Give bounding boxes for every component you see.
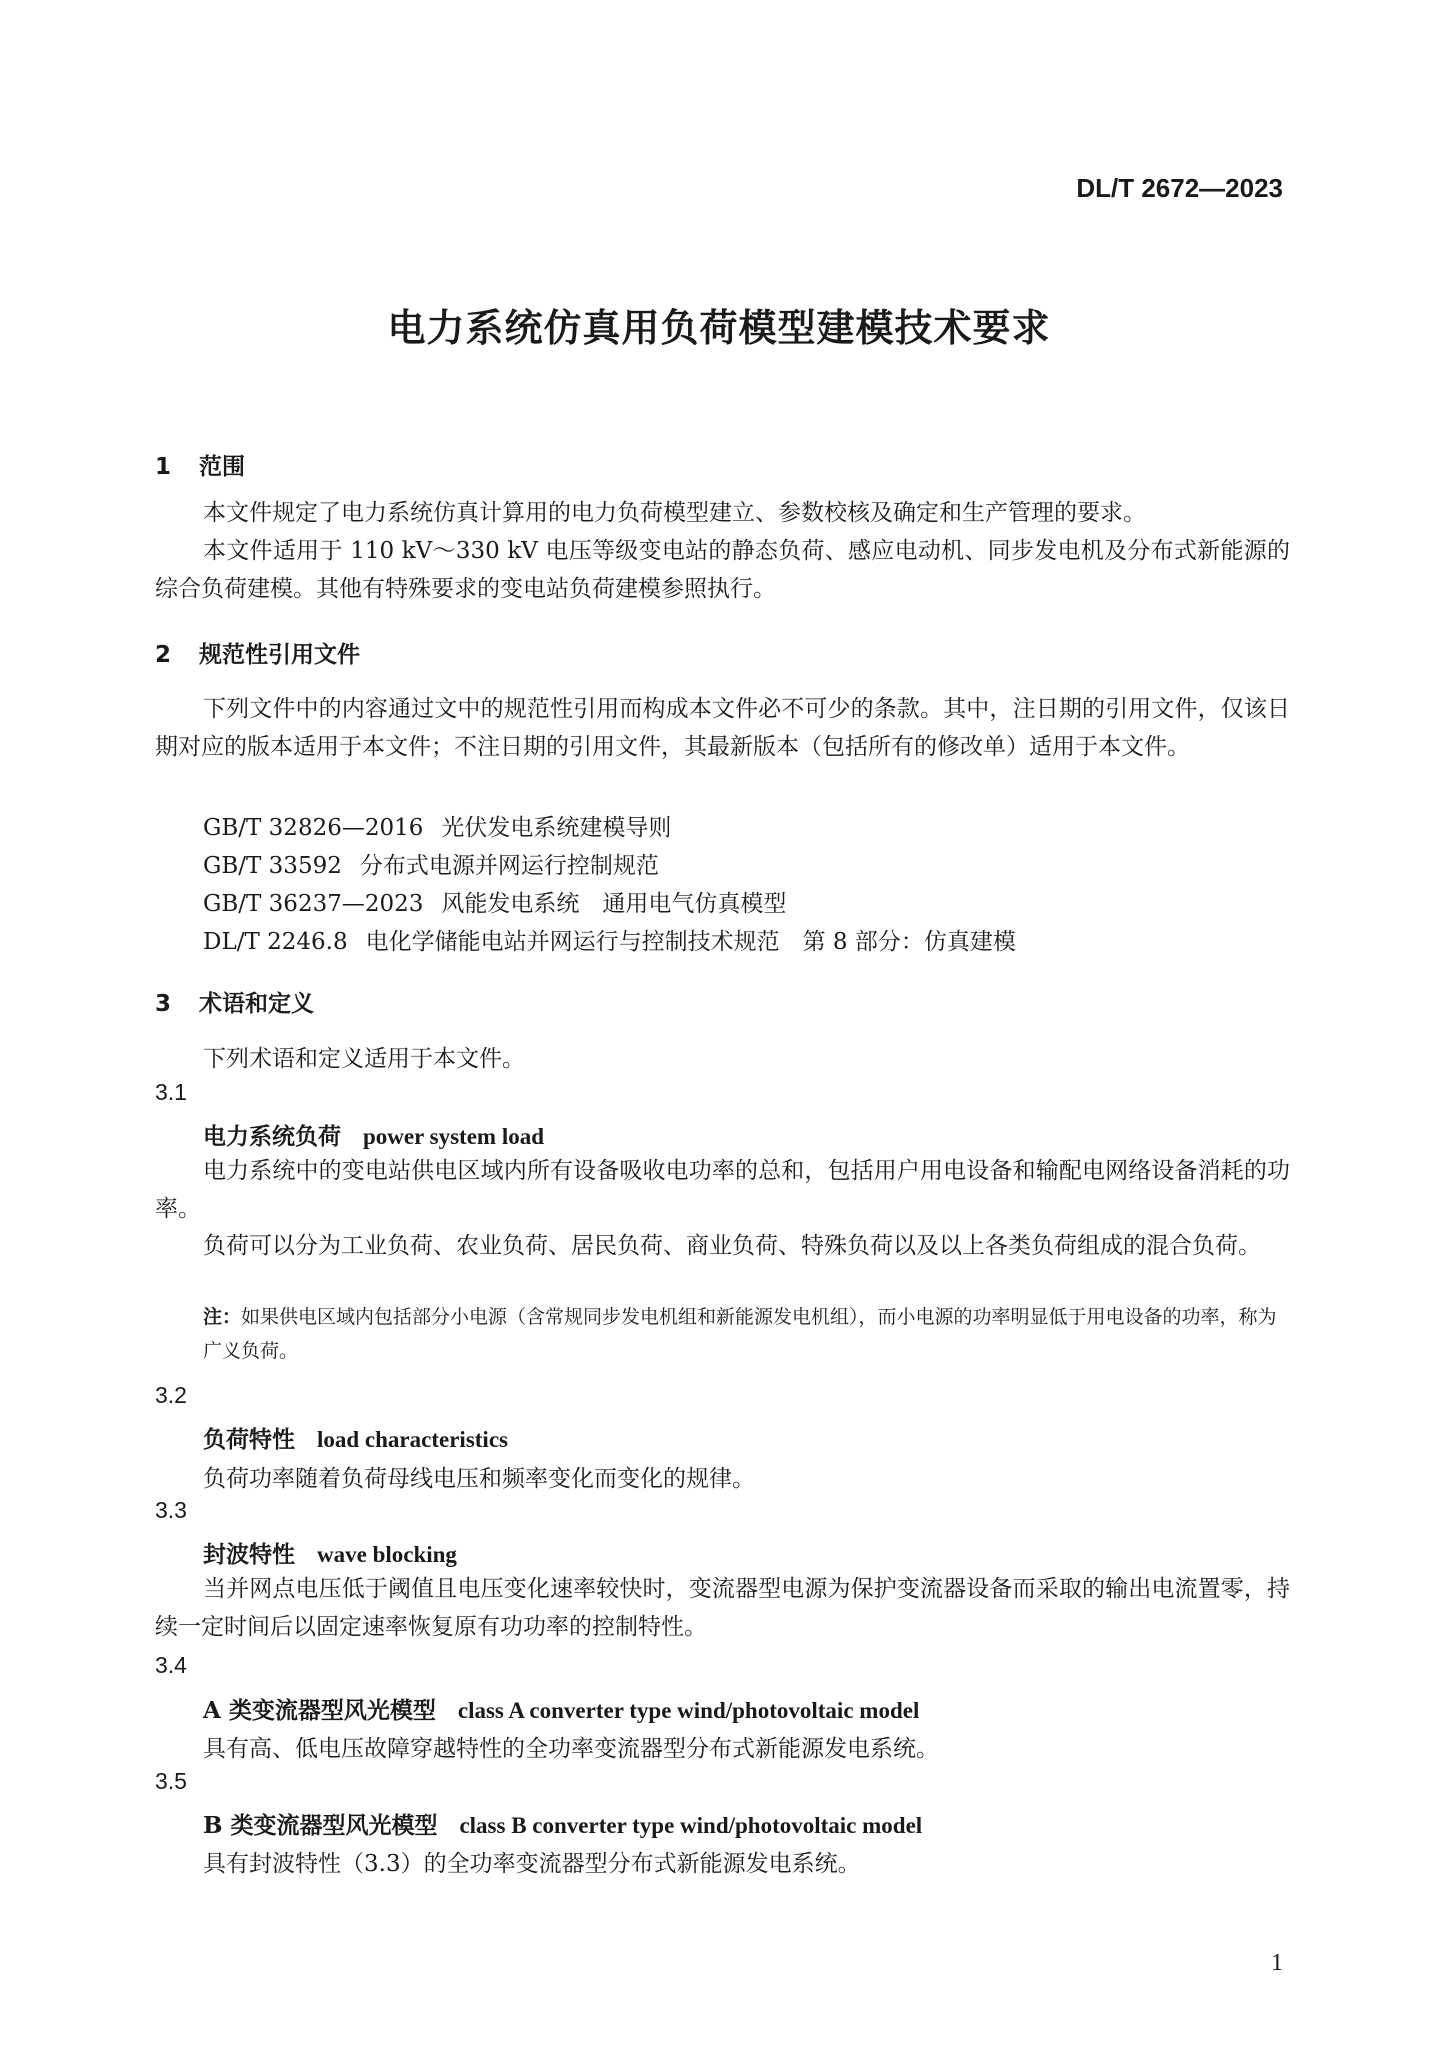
section-1-heading xyxy=(155,448,245,481)
reference-title: 风能发电系统 通用电气仿真模型 xyxy=(441,891,787,917)
standard-number: DL/T 2672—2023 xyxy=(1076,173,1283,203)
section-number: 2 xyxy=(155,642,172,668)
section-number: 3 xyxy=(155,991,172,1017)
reference-code: DL/T 2246.8 xyxy=(203,929,348,955)
term-heading xyxy=(203,1692,919,1725)
term-heading xyxy=(203,1118,544,1151)
term-definition: 具有封波特性（3.3）的全功率变流器型分布式新能源发电系统。 xyxy=(203,1851,861,1877)
term-zh: 封波特性 xyxy=(203,1541,295,1568)
reference-code: GB/T 32826—2016 xyxy=(203,815,424,841)
reference-title: 分布式电源并网运行控制规范 xyxy=(359,853,659,879)
section-title: 术语和定义 xyxy=(199,991,314,1017)
reference-code: GB/T 36237—2023 xyxy=(203,891,424,917)
term-definition: 电力系统中的变电站供电区域内所有设备吸收电功率的总和，包括用户用电设备和输配电网络设备消耗的功率。 xyxy=(155,1158,1290,1222)
term-definition: 当并网点电压低于阈值且电压变化速率较快时，变流器型电源为保护变流器设备而采取的输出电流置零，持续一定时间后以固定速率恢复原有功功率的控制特性。 xyxy=(155,1576,1290,1640)
note xyxy=(203,1300,1290,1368)
term-heading xyxy=(203,1421,508,1454)
term-definition: 具有高、低电压故障穿越特性的全功率变流器型分布式新能源发电系统。 xyxy=(203,1736,939,1762)
paragraph: 本文件适用于 110 kV～330 kV 电压等级变电站的静态负荷、感应电动机、同步发电机及分布式新能源的综合负荷建模。其他有特殊要求的变电站负荷建模参照执行。 xyxy=(155,538,1290,602)
term-zh: B 类变流器型风光模型 xyxy=(203,1812,438,1839)
paragraph: 本文件规定了电力系统仿真计算用的电力负荷模型建立、参数校核及确定和生产管理的要求。 xyxy=(203,500,1146,526)
paragraph: 下列文件中的内容通过文中的规范性引用而构成本文件必不可少的条款。其中，注日期的引用文件，仅该日期对应的版本适用于本文件；不注日期的引用文件，其最新版本（包括所有的修改单）适用于本文件。 xyxy=(155,696,1290,760)
term-en: load characteristics xyxy=(317,1427,508,1452)
reference-item xyxy=(203,885,786,918)
section-3-heading xyxy=(155,985,314,1018)
term-zh: 电力系统负荷 xyxy=(203,1123,341,1150)
term-zh: 负荷特性 xyxy=(203,1426,295,1453)
reference-title: 光伏发电系统建模导则 xyxy=(441,815,672,841)
term-number: 3.3 xyxy=(155,1497,187,1523)
term-en: class B converter type wind/photovoltaic model xyxy=(459,1813,923,1838)
document-title: 电力系统仿真用负荷模型建模技术要求 xyxy=(387,306,1051,350)
term-definition: 负荷功率随着负荷母线电压和频率变化而变化的规律。 xyxy=(203,1466,755,1492)
term-number: 3.5 xyxy=(155,1768,187,1794)
reference-item xyxy=(203,809,671,842)
term-number: 3.4 xyxy=(155,1652,187,1678)
term-number: 3.1 xyxy=(155,1079,187,1105)
reference-item xyxy=(203,847,659,880)
term-heading xyxy=(203,1536,457,1569)
section-title: 范围 xyxy=(199,454,245,480)
section-2-heading xyxy=(155,636,360,669)
reference-title: 电化学储能电站并网运行与控制技术规范 第 8 部分：仿真建模 xyxy=(365,929,1016,955)
term-definition: 负荷可以分为工业负荷、农业负荷、居民负荷、商业负荷、特殊负荷以及以上各类负荷组成的混合负荷。 xyxy=(203,1233,1261,1259)
reference-code: GB/T 33592 xyxy=(203,853,342,879)
note-text: 如果供电区域内包括部分小电源（含常规同步发电机组和新能源发电机组），而小电源的功率明显低于用电设备的功率，称为广义负荷。 xyxy=(203,1306,1277,1362)
term-number: 3.2 xyxy=(155,1382,187,1408)
reference-item xyxy=(203,923,1016,956)
term-en: wave blocking xyxy=(317,1542,457,1567)
section-number: 1 xyxy=(155,454,172,480)
term-heading xyxy=(203,1807,922,1840)
term-en: class A converter type wind/photovoltaic model xyxy=(457,1698,920,1723)
note-label: 注： xyxy=(203,1306,242,1328)
term-zh: A 类变流器型风光模型 xyxy=(203,1697,436,1724)
page-number: 1 xyxy=(1271,1950,1283,1976)
section-title: 规范性引用文件 xyxy=(199,642,360,668)
paragraph: 下列术语和定义适用于本文件。 xyxy=(203,1046,525,1072)
term-en: power system load xyxy=(363,1124,545,1149)
